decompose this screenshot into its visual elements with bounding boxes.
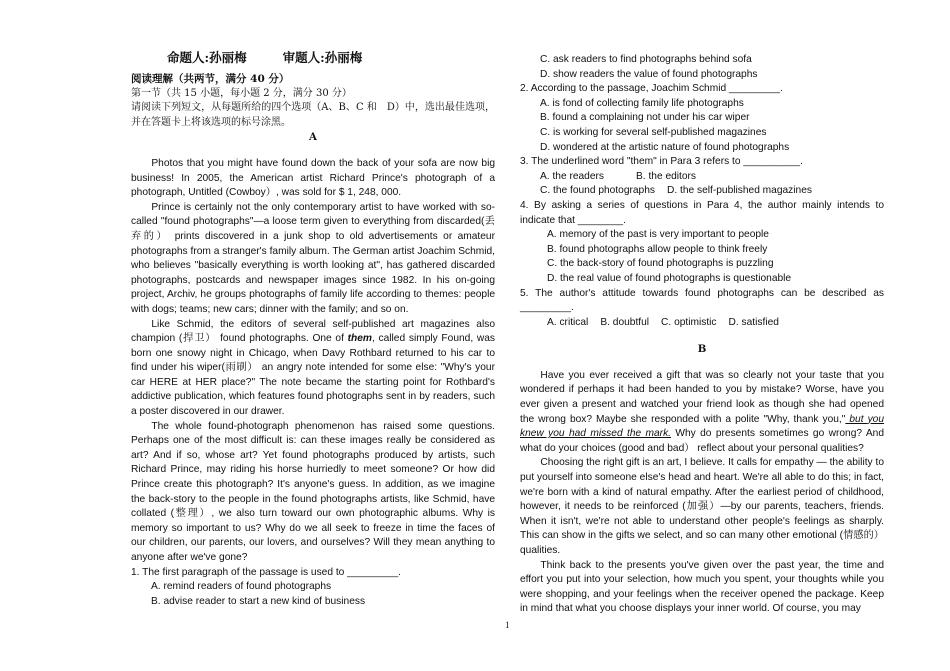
passage-b-paragraph-2: Choosing the right gift is an art, I believe. It calls for empathy — the ability to put yourself into someone else's head and heart. We're all able to do this; in fact, we're born with a kind of natural empathy. After the earliest period of childhood, however, it needs to be reinforced (加强）—by our parents, teachers, friends. When it isn't, we're not able to understand other people's feelings as sharply. This can show in the gifts we select, and so can many other emotional (情感的） qualities. bbox=[520, 457, 884, 556]
question-2-option-b: B. found a complaining not under his car wiper bbox=[540, 112, 750, 124]
question-4-stem: 4. By asking a series of questions in Para 4, the author mainly intends to indicate that ________. bbox=[520, 199, 884, 226]
question-5-stem: 5. The author's attitude towards found photographs can be described as _________. bbox=[520, 287, 884, 314]
underlined-sentence: but you knew you had missed the mark. bbox=[520, 413, 885, 440]
passage-b-paragraph-3: Think back to the presents you've given over the past year, the time and effort you put into your selection, how much you spent, your thoughts while you were shopping, and your feelings when the receiver opened the package. Keep in mind that what you choose displays your inner world. Of course, you may bbox=[520, 559, 884, 615]
exam-header bbox=[131, 50, 495, 66]
question-3-option-d: D. the self-published magazines bbox=[666, 185, 812, 197]
question-1-option-d: D. show readers the value of found photographs bbox=[540, 68, 758, 80]
question-1-stem: 1. The first paragraph of the passage is used to _________. bbox=[131, 566, 401, 578]
passage-a-label: A bbox=[309, 131, 317, 144]
question-1-option-c: C. ask readers to find photographs behind sofa bbox=[540, 54, 752, 65]
question-3-options-ab bbox=[520, 170, 884, 185]
question-4-option-d: D. the real value of found photographs is questionable bbox=[547, 272, 792, 284]
question-2-option-c: C. is working for several self-published magazines bbox=[540, 126, 767, 138]
question-2-stem: 2. According to the passage, Joachim Schmid _________. bbox=[520, 83, 783, 95]
setter-label: 命题人:孙丽梅 bbox=[167, 50, 247, 65]
passage-a-paragraph-3: Like Schmid, the editors of several self-published art magazines also champion (捍卫） found photographs. One of them, called simply Found, was born one snowy night in Chicago, when Davy Rothbard returned to his car to find under his wiper(雨刷） an angry note intended for some else: "Why's your car HERE at HER place?" The note became the starting point for Rothbard's addictive publication, which features found photographs sent in by readers, such a poster discovered in our drawer. bbox=[131, 318, 495, 418]
question-3-stem: 3. The underlined word "them" in Para 3 refers to __________. bbox=[520, 156, 803, 168]
right-column bbox=[520, 53, 884, 617]
section-title: 阅读理解（共两节，满分 40 分） bbox=[131, 73, 290, 85]
left-column bbox=[131, 50, 495, 609]
passage-a-paragraph-2: Prince is certainly not the only contemporary artist to have worked with so-called "found photographs"—a loose term given to everything from discarded(丢弃的） prints discovered in a junk shop to old advertisements or amateur photographs from a stranger's family album. The German artist Joachim Schmid, who believes "basically everything is worth looking at", has gathered discarded photographs, postcards and newspaper images since 1982. In his on-going project, Archiv, he groups photographs of family life according to themes: people with dogs; teams; new cars; dinner with the family; and so on. bbox=[131, 201, 495, 315]
page-number: 1 bbox=[505, 620, 510, 630]
question-5-option-d: D. satisfied bbox=[728, 316, 779, 328]
question-3-option-b: B. the editors bbox=[636, 170, 697, 182]
underlined-word-them: them bbox=[347, 333, 372, 345]
question-5-option-b: B. doubtful bbox=[600, 316, 650, 328]
question-5-option-a: A. critical bbox=[547, 316, 589, 328]
question-3-option-a: A. the readers bbox=[540, 170, 604, 182]
question-5-option-c: C. optimistic bbox=[661, 316, 717, 328]
question-5-options bbox=[520, 316, 884, 331]
question-1-option-b: B. advise reader to start a new kind of business bbox=[151, 595, 366, 607]
passage-b-label: B bbox=[697, 343, 707, 356]
passage-b-paragraph-1: Have you ever received a gift that was so clearly not your taste that you wondered if perhaps it had been handed to you by mistake? Worse, have you ever given a present and watched your friend look as though she had opened the wrong box? Maybe she responded with a polite "Why, thank you," but you knew you had missed the mark. Why do presents sometimes go wrong? And what do your choices (good and bad） reflect about your personal qualities? bbox=[520, 369, 885, 454]
passage-a-paragraph-4: The whole found-photograph phenomenon has raised some questions. Perhaps one of the most difficult is: can these images really be considered as art? And if so, whose art? Yet found photographs produced by artists, such Richard Prince, may riding his horse hurriedly to meet someone? Or how did Prince create this photograph? It's anyone's guess. In addition, as we imagine the back-story to the people in the found photographs artists, like Schmid, have collated (整理）, we also turn toward our own photographic albums. Why is memory so important to us? Why do we all seek to freeze in time the faces of our children, our parents, our lovers, and ourselves? Will they mean anything to anyone after we've gone? bbox=[131, 420, 495, 563]
question-4-option-b: B. found photographs allow people to think freely bbox=[547, 243, 768, 255]
question-4-option-a: A. memory of the past is very important to people bbox=[547, 229, 769, 241]
instruction-text: 请阅读下列短文，从每题所给的四个选项（A、B、C 和 D）中，选出最佳选项，并在答题卡上将该选项的标号涂黑。 bbox=[131, 102, 495, 128]
question-2-option-d: D. wondered at the artistic nature of found photographs bbox=[540, 141, 790, 153]
question-1-option-a: A. remind readers of found photographs bbox=[151, 581, 332, 593]
question-3-option-c: C. the found photographs bbox=[540, 185, 655, 197]
passage-a-paragraph-1: Photos that you might have found down the back of your sofa are now big business! In 2005, the American artist Richard Prince's photograph of a photograph, Untitled (Cowboy）, was sold for $ 1, 248, 000. bbox=[131, 157, 495, 199]
question-4-option-c: C. the back-story of found photographs is puzzling bbox=[547, 258, 774, 270]
reviewer-label: 审题人:孙丽梅 bbox=[282, 50, 363, 65]
part-one-heading: 第一节（共 15 小题，每小题 2 分，满分 30 分） bbox=[131, 87, 352, 99]
question-3-options-cd bbox=[520, 184, 884, 199]
question-2-option-a: A. is fond of collecting family life photographs bbox=[540, 97, 744, 109]
